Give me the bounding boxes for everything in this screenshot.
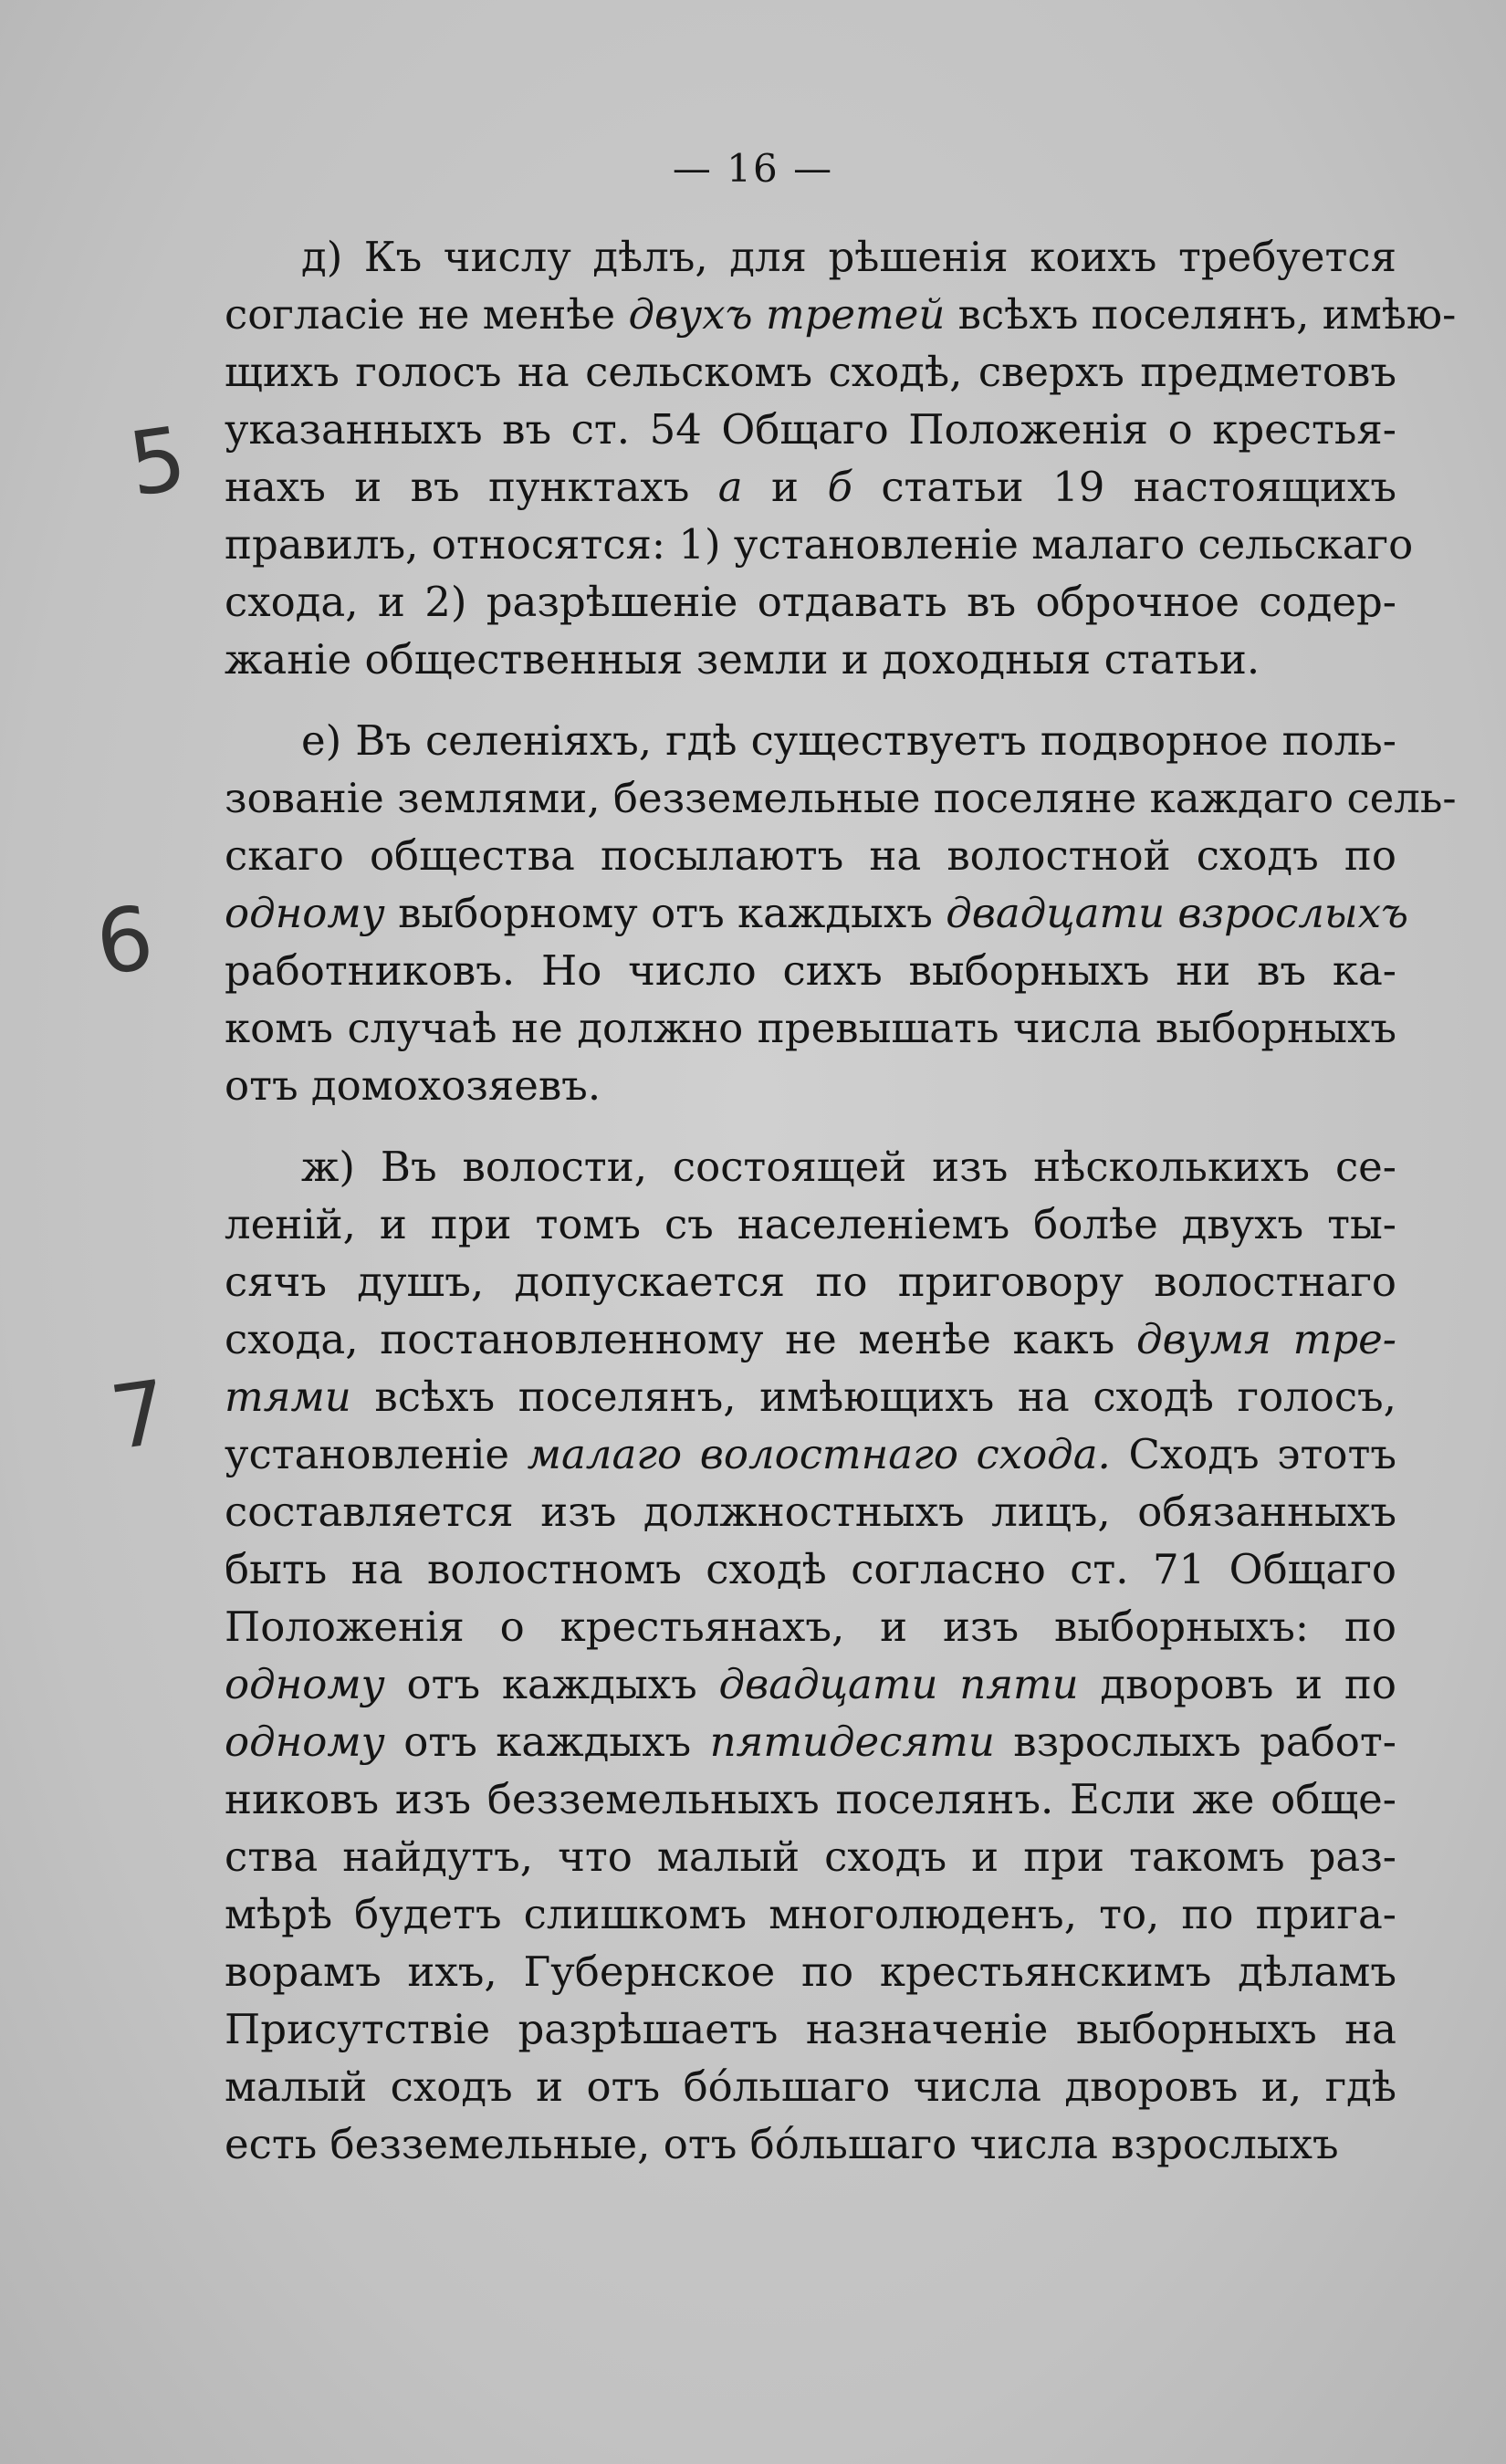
paragraph	[225, 712, 1457, 1114]
text-line	[225, 1713, 1396, 1770]
text-run: Сходъ этотъ	[1110, 1430, 1396, 1478]
italic-text: двадцати взрослыхъ	[946, 889, 1408, 937]
text-run: мѣрѣ будетъ слишкомъ многолюденъ, то, по прига-	[225, 1890, 1396, 1938]
paragraph	[225, 1138, 1396, 2173]
text-line	[225, 573, 1396, 631]
text-run: отъ домохозяевъ.	[225, 1061, 601, 1110]
text-run: есть безземельные, отъ бо́льшаго числа взрослыхъ	[225, 2120, 1339, 2168]
text-run: ворамъ ихъ, Губернское по крестьянскимъ дѣламъ	[225, 1947, 1396, 1996]
text-run: правилъ, относятся: 1) установленіе малаго сельскаго	[225, 520, 1414, 569]
text-run: схода, и 2) разрѣшеніе отдавать въ оброчное содер-	[225, 578, 1396, 626]
paragraph	[225, 228, 1457, 688]
text-line	[225, 1770, 1396, 1828]
text-line	[225, 884, 1408, 942]
text-run: быть на волостномъ сходѣ согласно ст. 71 Общаго	[225, 1545, 1396, 1593]
text-line	[225, 712, 1396, 769]
text-run: взрослыхъ работ-	[994, 1717, 1396, 1766]
text-run: нахъ и въ пунктахъ	[225, 463, 718, 511]
text-run: указанныхъ въ ст. 54 Общаго Положенія о крестья-	[225, 405, 1396, 454]
text-run: дворовъ и по	[1078, 1660, 1396, 1708]
text-run: всѣхъ поселянъ, имѣющихъ на сходѣ голосъ,	[350, 1373, 1396, 1421]
text-run: установленіе	[225, 1430, 528, 1478]
text-line	[225, 1138, 1396, 1195]
text-run: скаго общества посылаютъ на волостной сходъ по	[225, 831, 1396, 880]
text-run: отъ каждыхъ	[384, 1717, 710, 1766]
text-run: ства найдутъ, что малый сходъ и при такомъ раз-	[225, 1832, 1396, 1881]
text-line	[225, 228, 1396, 286]
body-text	[225, 228, 1457, 2197]
text-line	[225, 1195, 1396, 1253]
text-line	[225, 1540, 1396, 1598]
text-run: составляется изъ должностныхъ лицъ, обязанныхъ	[225, 1488, 1396, 1536]
text-run: согласіе не менѣе	[225, 290, 629, 339]
italic-text: а	[717, 463, 743, 511]
italic-text: тями	[225, 1373, 351, 1421]
text-line	[225, 343, 1396, 401]
text-line	[225, 401, 1396, 458]
text-run: сячъ душъ, допускается по приговору волостнаго	[225, 1258, 1396, 1306]
text-line	[225, 1483, 1396, 1540]
text-line	[225, 1310, 1396, 1368]
page-number: — 16 —	[672, 146, 834, 191]
margin-note-6: 6	[89, 886, 160, 996]
text-line	[225, 1598, 1396, 1655]
margin-note-7: 7	[104, 1361, 174, 1470]
text-run: и	[742, 463, 828, 511]
text-line	[225, 1885, 1396, 1943]
text-line	[225, 2000, 1396, 2058]
text-line	[225, 999, 1396, 1057]
text-line	[225, 631, 1396, 688]
text-line	[225, 827, 1396, 884]
text-run: ж) Въ волости, состоящей изъ нѣсколькихъ се-	[301, 1143, 1396, 1191]
text-run: отъ каждыхъ	[384, 1660, 719, 1708]
text-line	[225, 1253, 1396, 1310]
text-run: выборному отъ каждыхъ	[384, 889, 946, 937]
text-run: малый сходъ и отъ бо́льшаго числа дворовъ и, гдѣ	[225, 2062, 1396, 2111]
italic-text: одному	[225, 1717, 385, 1766]
text-line	[225, 2058, 1396, 2115]
text-run: Присутствіе разрѣшаетъ назначеніе выборныхъ на	[225, 2005, 1396, 2053]
text-line	[225, 1425, 1396, 1483]
text-run: д) Къ числу дѣлъ, для рѣшенія коихъ требуется	[301, 233, 1396, 281]
italic-text: одному	[225, 889, 385, 937]
margin-note-5: 5	[122, 407, 193, 517]
text-line	[225, 1943, 1396, 2000]
text-line	[225, 1655, 1396, 1713]
italic-text: пятидесяти	[709, 1717, 995, 1766]
text-run: леній, и при томъ съ населеніемъ болѣе двухъ ты-	[225, 1200, 1396, 1248]
text-run: работниковъ. Но число сихъ выборныхъ ни въ ка-	[225, 946, 1396, 995]
text-run: жаніе общественныя земли и доходныя статьи.	[225, 635, 1260, 684]
text-line	[225, 1828, 1396, 1885]
text-line	[225, 1368, 1396, 1425]
italic-text: малаго волостнаго схода.	[527, 1430, 1111, 1478]
italic-text: двухъ третей	[628, 290, 946, 339]
italic-text: одному	[225, 1660, 385, 1708]
text-line	[225, 769, 1457, 827]
italic-text: двадцати пяти	[718, 1660, 1079, 1708]
text-run: Положенія о крестьянахъ, и изъ выборныхъ: по	[225, 1603, 1396, 1651]
text-line	[225, 286, 1457, 343]
text-run: е) Въ селеніяхъ, гдѣ существуетъ подворное поль-	[301, 716, 1396, 765]
text-line	[225, 516, 1414, 573]
text-line	[225, 942, 1396, 999]
text-run: схода, постановленному не менѣе какъ	[225, 1315, 1137, 1363]
text-run: всѣхъ поселянъ, имѣю-	[945, 290, 1457, 339]
text-run: комъ случаѣ не должно превышать числа выборныхъ	[225, 1004, 1396, 1052]
text-line	[225, 2115, 1396, 2173]
text-run: щихъ голосъ на сельскомъ сходѣ, сверхъ предметовъ	[225, 348, 1396, 396]
text-line	[225, 1057, 1396, 1114]
text-line	[225, 458, 1396, 516]
text-run: зованіе землями, безземельные поселяне каждаго сель-	[225, 774, 1457, 822]
italic-text: двумя тре-	[1136, 1315, 1396, 1363]
text-run: статьи 19 настоящихъ	[852, 463, 1396, 511]
italic-text: б	[827, 463, 852, 511]
text-run: никовъ изъ безземельныхъ поселянъ. Если же обще-	[225, 1775, 1396, 1823]
